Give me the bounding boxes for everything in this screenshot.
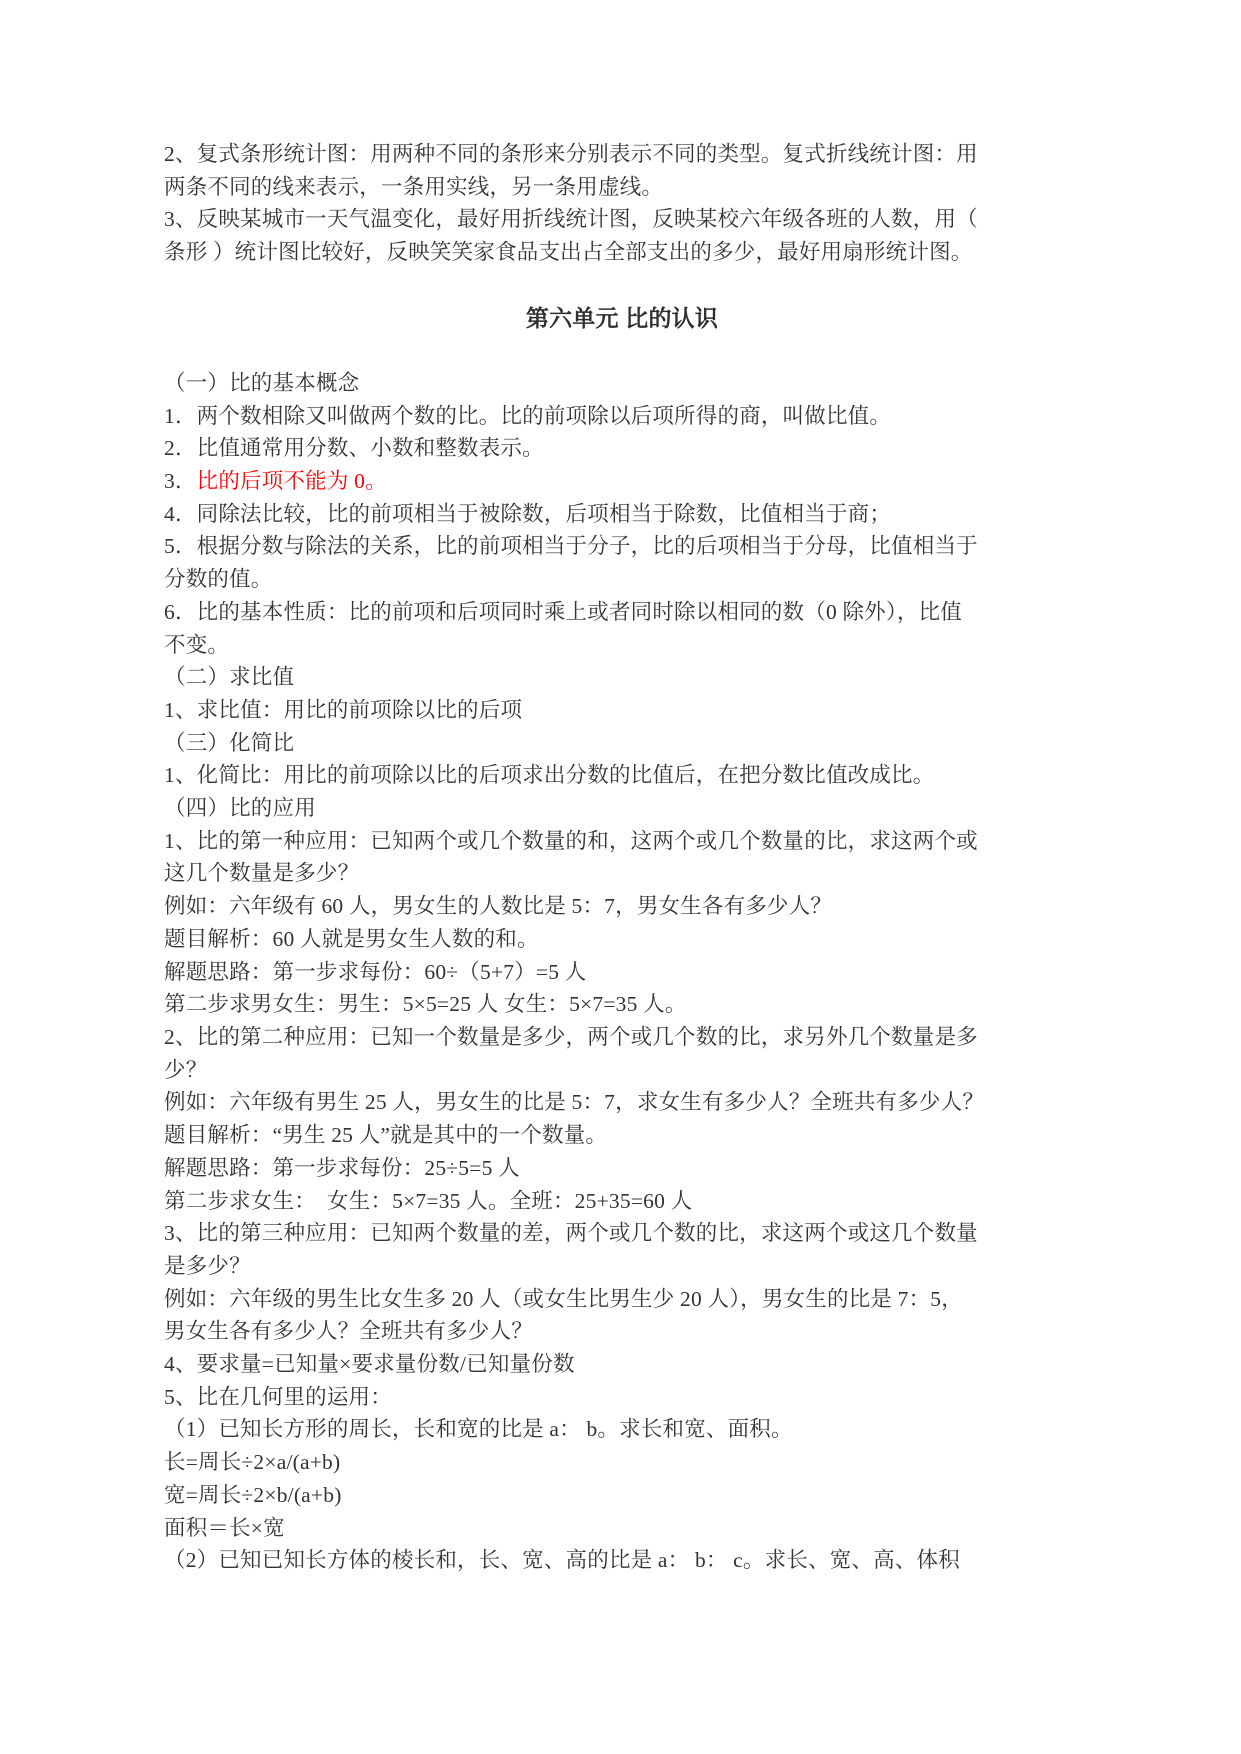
text-segment: 1、比的第一种应用：已知两个或几个数量的和，这两个或几个数量的比，求这两个或 — [164, 828, 978, 853]
text-line — [164, 1217, 1080, 1250]
text-segment: 不变。 — [164, 632, 230, 657]
text-segment: 4．同除法比较，比的前项相当于被除数，后项相当于除数，比值相当于商； — [164, 501, 892, 526]
text-segment: （二）求比值 — [164, 665, 295, 690]
text-line — [164, 1283, 1080, 1316]
text-segment: （1）已知长方形的周长，长和宽的比是 a： b。求长和宽、面积。 — [164, 1417, 793, 1442]
text-segment: 条形 ）统计图比较好，反映笑笑家食品支出占全部支出的多少，最好用扇形统计图。 — [164, 240, 973, 265]
text-line — [164, 171, 1080, 204]
text-segment: 1．两个数相除又叫做两个数的比。比的前项除以后项所得的商，叫做比值。 — [164, 403, 892, 428]
text-segment: 2、复式条形统计图：用两种不同的条形来分别表示不同的类型。复式折线统计图：用 — [164, 142, 978, 166]
text-line — [164, 857, 1080, 890]
text-segment: 例如：六年级有 60 人，男女生的人数比是 5：7，男女生各有多少人？ — [164, 894, 833, 919]
text-segment: 5．根据分数与除法的关系，比的前项相当于分子，比的后项相当于分母，比值相当于 — [164, 534, 978, 559]
text-segment: （2）已知已知长方体的棱长和，长、宽、高的比是 a： b： c。求长、宽、高、体积 — [164, 1548, 960, 1573]
text-line — [164, 1381, 1080, 1414]
text-line — [164, 432, 1080, 465]
text-segment: 4、要求量=已知量×要求量份数/已知量份数 — [164, 1352, 575, 1377]
text-line — [164, 498, 1080, 531]
text-line — [164, 694, 1080, 727]
text-segment: 这几个数量是多少？ — [164, 861, 360, 886]
text-line — [164, 1185, 1080, 1218]
highlighted-text: 比的后项不能为 0。 — [196, 469, 387, 494]
text-segment: 第二步求女生： 女生：5×7=35 人。全班：25+35=60 人 — [164, 1188, 693, 1213]
text-segment: 2、比的第二种应用：已知一个数量是多少，两个或几个数的比，求另外几个数量是多 — [164, 1024, 978, 1049]
text-line — [164, 1512, 1080, 1545]
text-line — [164, 1119, 1080, 1152]
text-line — [164, 1479, 1080, 1512]
text-segment: 分数的值。 — [164, 567, 273, 592]
text-segment: 面积＝长×宽 — [164, 1515, 285, 1540]
text-segment: 两条不同的线来表示，一条用实线，另一条用虚线。 — [164, 174, 664, 199]
text-line — [164, 236, 1080, 269]
text-segment: 例如：六年级有男生 25 人，男女生的比是 5：7，求女生有多少人？全班共有多少人？ — [164, 1090, 985, 1115]
text-line — [164, 825, 1080, 858]
text-line — [164, 1315, 1080, 1348]
text-line — [164, 1054, 1080, 1087]
text-line — [164, 956, 1080, 989]
section-heading — [164, 302, 1080, 335]
text-line — [164, 563, 1080, 596]
text-line — [164, 1413, 1080, 1446]
text-line — [164, 1348, 1080, 1381]
text-line — [164, 890, 1080, 923]
text-segment: 例如：六年级的男生比女生多 20 人（或女生比男生少 20 人），男女生的比是 7：5， — [164, 1286, 963, 1311]
text-segment: 第二步求男女生：男生：5×5=25 人 女生：5×7=35 人。 — [164, 992, 687, 1017]
text-line — [164, 923, 1080, 956]
text-line — [164, 759, 1080, 792]
text-segment: 3． — [164, 469, 197, 494]
text-line — [164, 1021, 1080, 1054]
text-line — [164, 596, 1080, 629]
text-line — [164, 1446, 1080, 1479]
text-segment: （三）化简比 — [164, 730, 295, 755]
text-segment: 第六单元 比的认识 — [525, 304, 719, 331]
text-line — [164, 629, 1080, 662]
text-line — [164, 661, 1080, 694]
text-line — [164, 1086, 1080, 1119]
blank-line — [164, 334, 1080, 367]
text-line — [164, 465, 1080, 498]
text-line — [164, 1250, 1080, 1283]
blank-line — [164, 269, 1080, 302]
text-segment: 少？ — [164, 1057, 208, 1082]
text-line — [164, 792, 1080, 825]
text-segment: 2．比值通常用分数、小数和整数表示。 — [164, 436, 544, 461]
text-segment: 宽=周长÷2×b/(a+b) — [164, 1482, 342, 1507]
text-segment: 3、比的第三种应用：已知两个数量的差，两个或几个数的比，求这两个或这几个数量 — [164, 1221, 978, 1246]
text-line — [164, 530, 1080, 563]
text-line — [164, 1152, 1080, 1185]
text-segment: 题目解析：“男生 25 人”就是其中的一个数量。 — [164, 1123, 608, 1148]
text-segment: （一）比的基本概念 — [164, 370, 360, 395]
text-segment: 1、化简比：用比的前项除以比的后项求出分数的比值后，在把分数比值改成比。 — [164, 763, 935, 788]
text-segment: 题目解析：60 人就是男女生人数的和。 — [164, 926, 539, 951]
text-line — [164, 988, 1080, 1021]
text-line — [164, 138, 1080, 171]
text-line — [164, 400, 1080, 433]
text-segment: 是多少？ — [164, 1253, 251, 1278]
text-line — [164, 203, 1080, 236]
text-segment: 长=周长÷2×a/(a+b) — [164, 1450, 341, 1475]
text-line — [164, 367, 1080, 400]
document-content — [164, 138, 1080, 1577]
text-segment: 解题思路：第一步求每份：25÷5=5 人 — [164, 1155, 520, 1180]
text-segment: 解题思路：第一步求每份：60÷（5+7）=5 人 — [164, 959, 587, 984]
text-line — [164, 727, 1080, 760]
text-segment: 3、反映某城市一天气温变化，最好用折线统计图，反映某校六年级各班的人数，用（ — [164, 207, 978, 232]
text-line — [164, 1544, 1080, 1577]
text-segment: 6．比的基本性质：比的前项和后项同时乘上或者同时除以相同的数（0 除外），比值 — [164, 599, 962, 624]
text-segment: 5、比在几何里的运用： — [164, 1384, 392, 1409]
text-segment: （四）比的应用 — [164, 796, 316, 821]
text-segment: 1、求比值：用比的前项除以比的后项 — [164, 697, 523, 722]
text-segment: 男女生各有多少人？全班共有多少人？ — [164, 1319, 533, 1344]
